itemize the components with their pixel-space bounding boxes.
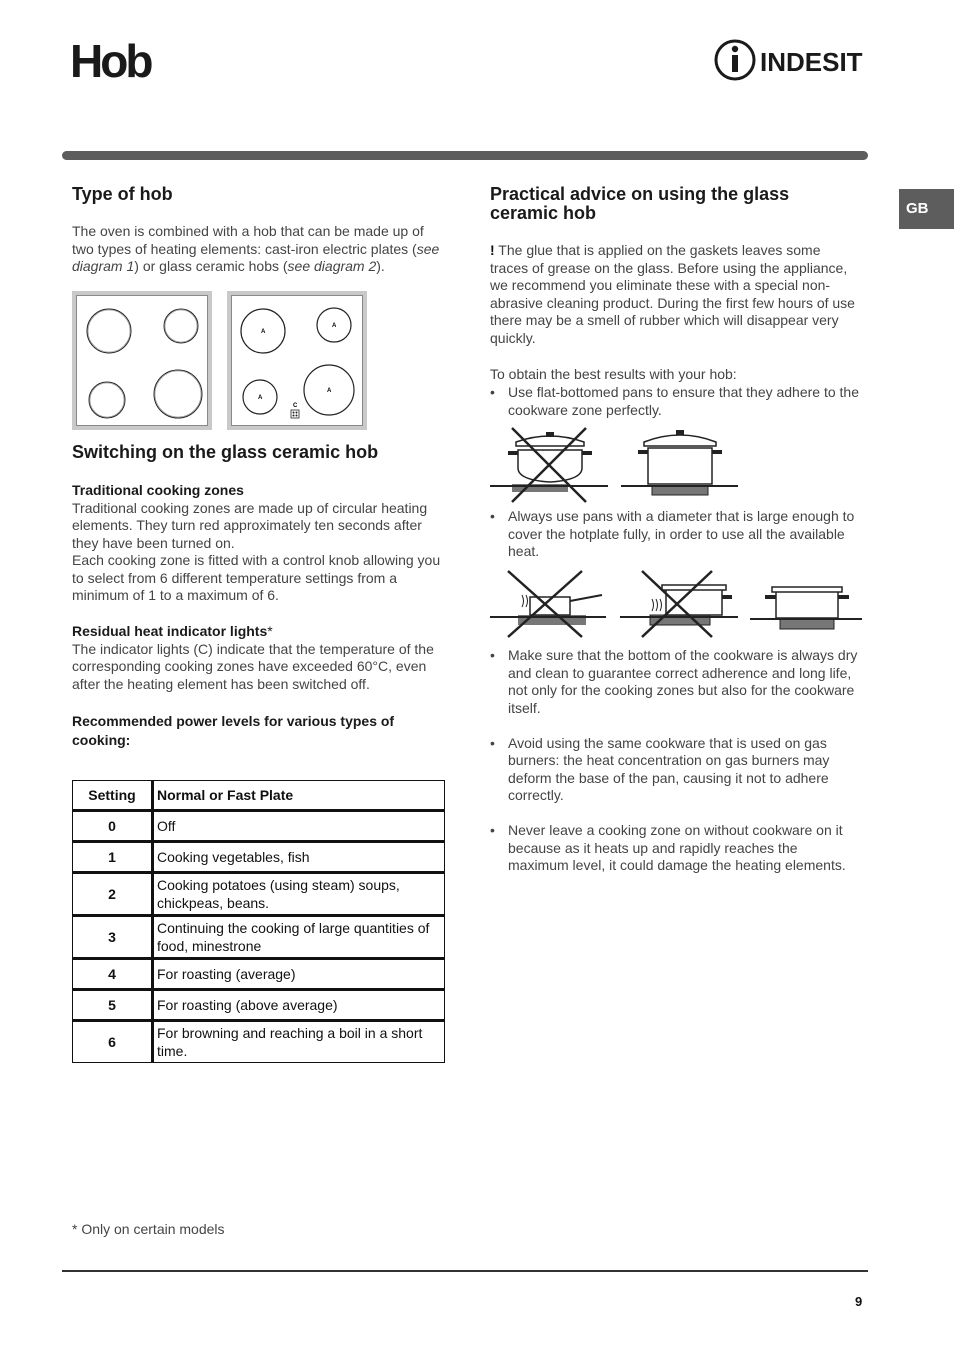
list-item: • Never leave a cooking zone on without cookware on it because as it heats up and rapidly reaches the maximum level, it could damage the heating elements.: [490, 822, 846, 873]
list-item: • Always use pans with a diameter that is large enough to cover the hotplate fully, in order to use all the available heat.: [490, 508, 855, 559]
diagram-glass-ceramic-hob: [227, 291, 367, 430]
correct-pan-icon: [750, 587, 862, 629]
advice-list-2: [490, 508, 862, 561]
correct-pan-icon: [621, 430, 738, 495]
wrong-pan-icon: [490, 428, 608, 502]
table-row: 0 Off: [73, 811, 445, 842]
diagram-cast-iron-hob: [72, 291, 212, 430]
footnote: * Only on certain models: [72, 1221, 225, 1237]
power-levels-subheading: Recommended power levels for various types of cooking:: [72, 713, 395, 748]
zone-label-a: A: [261, 329, 266, 335]
list-item: • Make sure that the bottom of the cookware is always dry and clean to guarantee correct adherence and long life, not only for the cooking zones but also for the cookware itself.: [490, 647, 858, 716]
table-header-row: [73, 781, 445, 811]
warning-mark: !: [490, 242, 495, 258]
indicator-label-c: C: [293, 403, 298, 409]
traditional-zones-subheading: Traditional cooking zones: [72, 482, 244, 498]
page-title: Hob: [70, 35, 151, 87]
traditional-zones-text-2: Each cooking zone is fitted with a control knob allowing you to select from 6 different temperature settings from a minimum of 1 to a maximum of 6.: [72, 552, 441, 603]
power-levels-table: [72, 780, 445, 1063]
footnote-star: *: [267, 623, 273, 639]
best-results-intro: To obtain the best results with your hob:: [490, 366, 737, 382]
warning-paragraph: ! The glue that is applied on the gaskets leaves some traces of grease on the glass. Before using the appliance, we recommend you eliminate these with a special non-abrasive cleaning product. During the first few hours of use there may be a smell of rubber which will disappear very quickly.: [490, 242, 855, 346]
table-row: 4 For roasting (average): [73, 959, 445, 990]
table-row: 3 Continuing the cooking of large quantities of food, minestrone: [73, 916, 445, 959]
advice-list-1: [490, 384, 862, 419]
traditional-zones-section: [72, 482, 448, 605]
footer-rule: [62, 1270, 868, 1272]
table-header-plate: Normal or Fast Plate: [153, 781, 445, 811]
table-row: 6 For browning and reaching a boil in a short time.: [73, 1021, 445, 1063]
type-of-hob-text: The oven is combined with a hob that can be made up of two types of heating elements: cast-iron electric plates (see diagram 1) or glass ceramic hobs (see diagram 2).: [72, 223, 440, 274]
type-of-hob-heading: Type of hob: [72, 184, 173, 204]
wrong-offset-pan-icon: [620, 571, 738, 637]
traditional-zones-text-1: Traditional cooking zones are made up of circular heating elements. They turn red approximately ten seconds after they have been turned on.: [72, 499, 428, 551]
brand-text: INDESIT: [760, 47, 863, 77]
indesit-logo: [714, 38, 868, 82]
zone-label-a: A: [327, 388, 332, 394]
switching-on-heading: Switching on the glass ceramic hob: [72, 442, 379, 462]
zone-label-a: A: [332, 323, 337, 329]
advice-list-3: [490, 647, 862, 875]
residual-heat-subheading: Residual heat indicator lights: [72, 623, 268, 639]
page-number: 9: [855, 1294, 863, 1309]
header-bar: [62, 151, 868, 160]
table-row: 1 Cooking vegetables, fish: [73, 842, 445, 873]
list-item: • Use flat-bottomed pans to ensure that they adhere to the cookware zone perfectly.: [490, 384, 859, 418]
residual-heat-text: The indicator lights (C) indicate that the temperature of the corresponding cooking zones have exceeded 60°C, even after the heating element has been switched off.: [72, 640, 434, 692]
table-row: 2 Cooking potatoes (using steam) soups, chickpeas, beans.: [73, 873, 445, 916]
residual-heat-section: [72, 623, 448, 693]
practical-advice-heading: Practical advice on using the glass ceramic hob: [490, 184, 790, 223]
pan-size-illustration: [490, 567, 864, 641]
flat-bottom-pans-illustration: [490, 424, 740, 504]
wrong-small-pan-icon: [490, 571, 606, 637]
table-row: 5 For roasting (above average): [73, 990, 445, 1021]
indicator-lights-icon: [291, 410, 299, 418]
list-item: • Avoid using the same cookware that is used on gas burners: the heat concentration on gas burners may deform the base of the pan, causing it not to adhere correctly.: [490, 734, 830, 803]
language-tab: GB: [899, 189, 954, 229]
zone-label-a: A: [258, 395, 263, 401]
table-header-setting: Setting: [73, 781, 153, 811]
